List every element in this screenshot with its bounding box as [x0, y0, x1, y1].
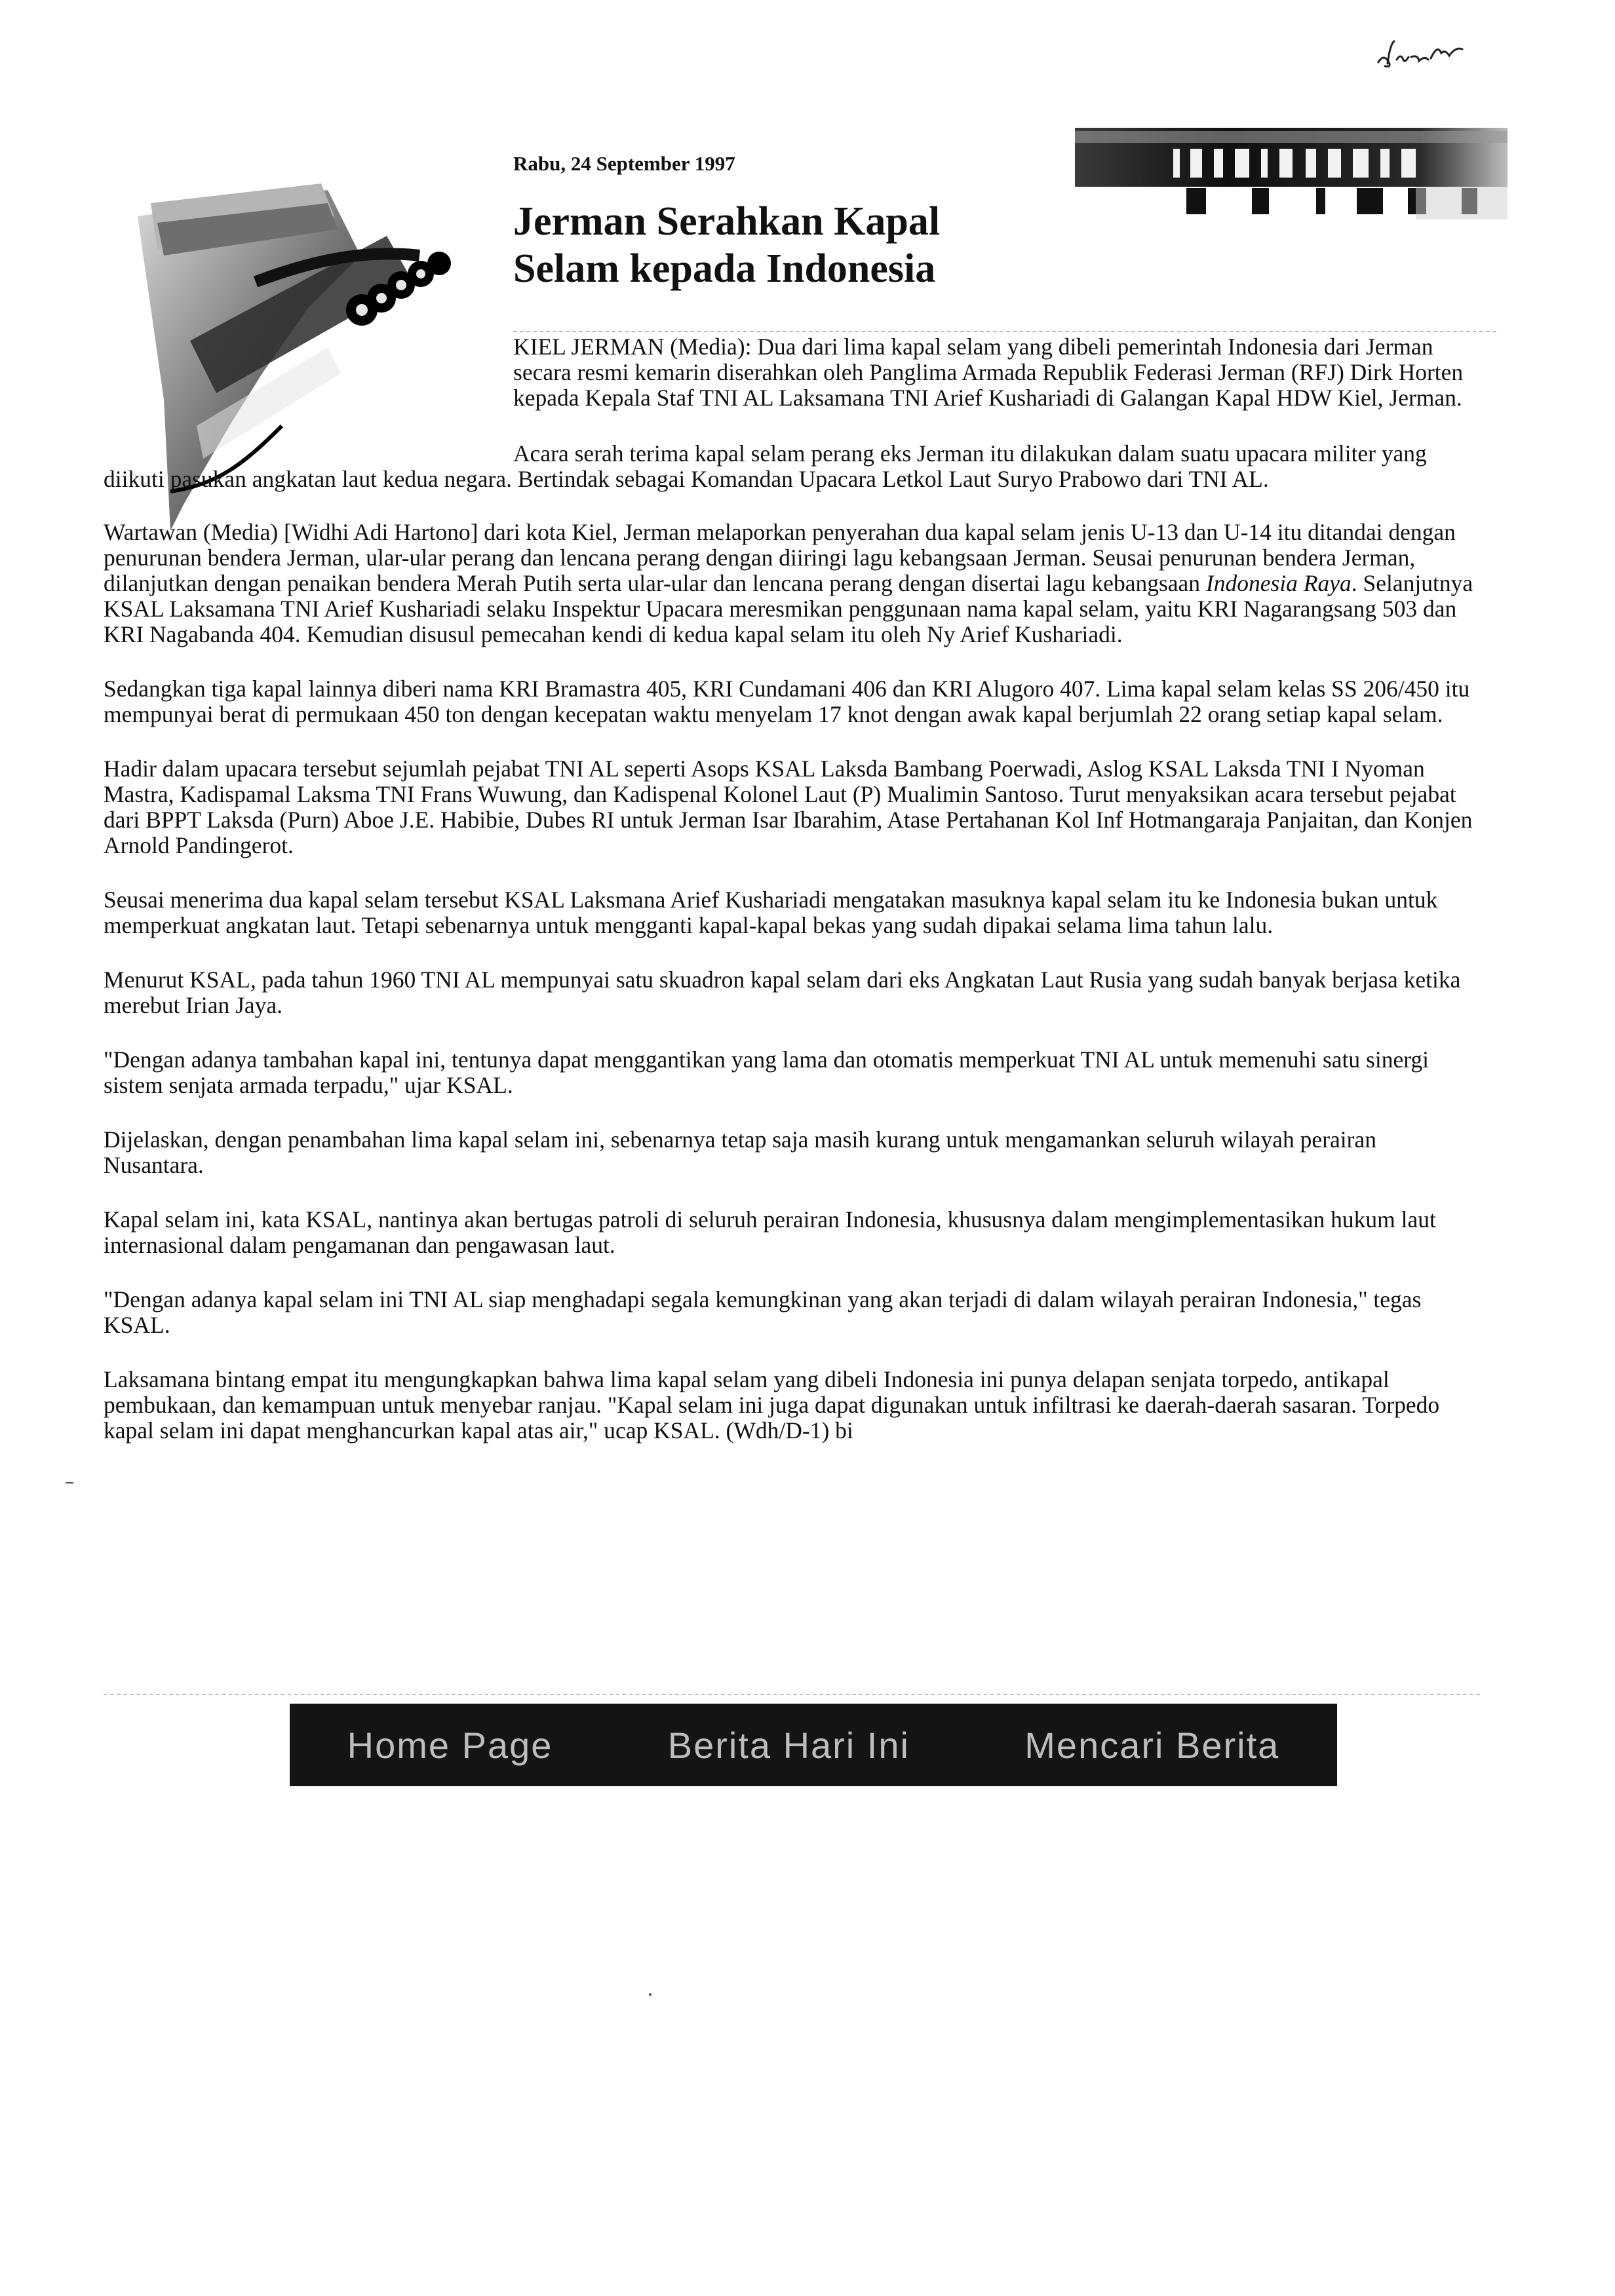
article-paragraph: Hadir dalam upacara tersebut sejumlah pejabat TNI AL seperti Asops KSAL Laksda Bambang Poerwadi, Aslog KSAL Laksda TNI I Nyoman Mastra, Kadispamal Laksma TNI Frans Wuwung, dan Kadispenal Kolonel Laut (P) Mualimin Santoso. Turut menyaksikan acara tersebut pejabat dari BPPT Laksda (Purn) Aboe J.E. Habibie, Dubes RI untuk Jerman Isar Ibarahim, Atase Pertahanan Kol Inf Hotmangaraja Panjaitan, dan Konjen Arnold Pandingerot. [104, 756, 1473, 858]
top-dash-line [513, 331, 1496, 332]
bottom-dash-line [104, 1694, 1480, 1695]
article-paragraph: KIEL JERMAN (Media): Dua dari lima kapal selam yang dibeli pemerintah Indonesia dari Jerman secara resmi kemarin diserahkan oleh Panglima Armada Republik Federasi Jerman (RFJ) Dirk Horten kepada Kepala Staf TNI AL Laksamana TNI Arief Kushariadi di Galangan Kapal HDW Kiel, Jerman. [513, 334, 1464, 411]
article-headline: Jerman Serahkan Kapal Selam kepada Indonesia [513, 199, 941, 291]
article-paragraph: "Dengan adanya tambahan kapal ini, tentunya dapat menggantikan yang lama dan otomatis memperkuat TNI AL untuk memenuhi satu sinergi sistem senjata armada terpadu," ujar KSAL. [104, 1046, 1429, 1098]
nav-mencari-berita[interactable]: Mencari Berita [1024, 1724, 1280, 1766]
media-indonesia-masthead [1075, 128, 1508, 223]
article-paragraph: Dijelaskan, dengan penambahan lima kapal selam ini, sebenarnya tetap saja masih kurang untuk mengamankan seluruh wilayah perairan Nusantara. [104, 1126, 1376, 1178]
article-paragraph: Seusai menerima dua kapal selam tersebut KSAL Laksmana Arief Kushariadi mengatakan masuknya kapal selam itu ke Indonesia bukan untuk memperkuat angkatan laut. Tetapi sebenarnya untuk mengganti kapal-kapal bekas yang sudah dipakai selama lima tahun lalu. [104, 887, 1438, 938]
article-paragraph: Acara serah terima kapal selam perang eks Jerman itu dilakukan dalam suatu upacara militer yang diikuti pasukan angkatan laut kedua negara. Bertindak sebagai Komandan Upacara Letkol Laut Suryo Prabowo dari TNI AL. [104, 440, 1427, 492]
article-paragraph: Menurut KSAL, pada tahun 1960 TNI AL mempunyai satu skuadron kapal selam dari eks Angkatan Laut Rusia yang sudah banyak berjasa ketika merebut Irian Jaya. [104, 966, 1461, 1018]
site-navigation-bar [290, 1704, 1337, 1786]
article-date: Rabu, 24 September 1997 [513, 152, 735, 175]
article-paragraph: Laksamana bintang empat itu mengungkapkan bahwa lima kapal selam yang dibeli Indonesia ini punya delapan senjata torpedo, antikapal pembukaan, dan kemampuan untuk menyebar ranjau. "Kapal selam ini juga dapat digunakan untuk infiltrasi ke daerah-daerah sasaran. Torpedo kapal selam ini dapat menghancurkan kapal atas air," ucap KSAL. (Wdh/D-1) bi [104, 1366, 1440, 1444]
article-paragraph: Kapal selam ini, kata KSAL, nantinya akan bertugas patroli di seluruh perairan Indonesia, khususnya dalam mengimplementasikan hukum laut internasional dalam pengamanan dan pengawasan laut. [104, 1206, 1436, 1258]
handwritten-initials [1373, 36, 1471, 75]
article-paragraph: "Dengan adanya kapal selam ini TNI AL siap menghadapi segala kemungkinan yang akan terjadi di dalam wilayah perairan Indonesia," tegas KSAL. [104, 1286, 1422, 1338]
nav-berita-hari-ini[interactable]: Berita Hari Ini [667, 1724, 910, 1766]
article-paragraph: Sedangkan tiga kapal lainnya diberi nama KRI Bramastra 405, KRI Cundamani 406 dan KRI Alugoro 407. Lima kapal selam kelas SS 206/450 itu mempunyai berat di permukaan 450 ton dengan kecepatan waktu menyelam 17 knot dengan awak kapal berjumlah 22 orang setiap kapal selam. [104, 676, 1470, 727]
nav-home-page[interactable]: Home Page [347, 1724, 553, 1766]
scan-speck [649, 1993, 652, 1996]
article-paragraph: Wartawan (Media) [Widhi Adi Hartono] dari kota Kiel, Jerman melaporkan penyerahan dua kapal selam jenis U-13 dan U-14 itu ditandai dengan penurunan bendera Jerman, ular-ular perang dan lencana perang dengan diiringi lagu kebangsaan Jerman. Seusai penurunan bendera Jerman, dilanjutkan dengan penaikan bendera Merah Putih serta ular-ular dan lencana perang dengan disertai lagu kebangsaan Indonesia Raya. Selanjutnya KSAL Laksamana TNI Arief Kushariadi selaku Inspektur Upacara meresmikan penggunaan nama kapal selam, yaitu KRI Nagarangsang 503 dan KRI Nagabanda 404. Kemudian disusul pemecahan kendi di kedua kapal selam itu oleh Ny Arief Kushariadi. [104, 519, 1473, 647]
scan-speck [66, 1482, 73, 1483]
anthem-title: Indonesia Raya [1205, 570, 1352, 596]
article-body [104, 334, 1480, 1472]
